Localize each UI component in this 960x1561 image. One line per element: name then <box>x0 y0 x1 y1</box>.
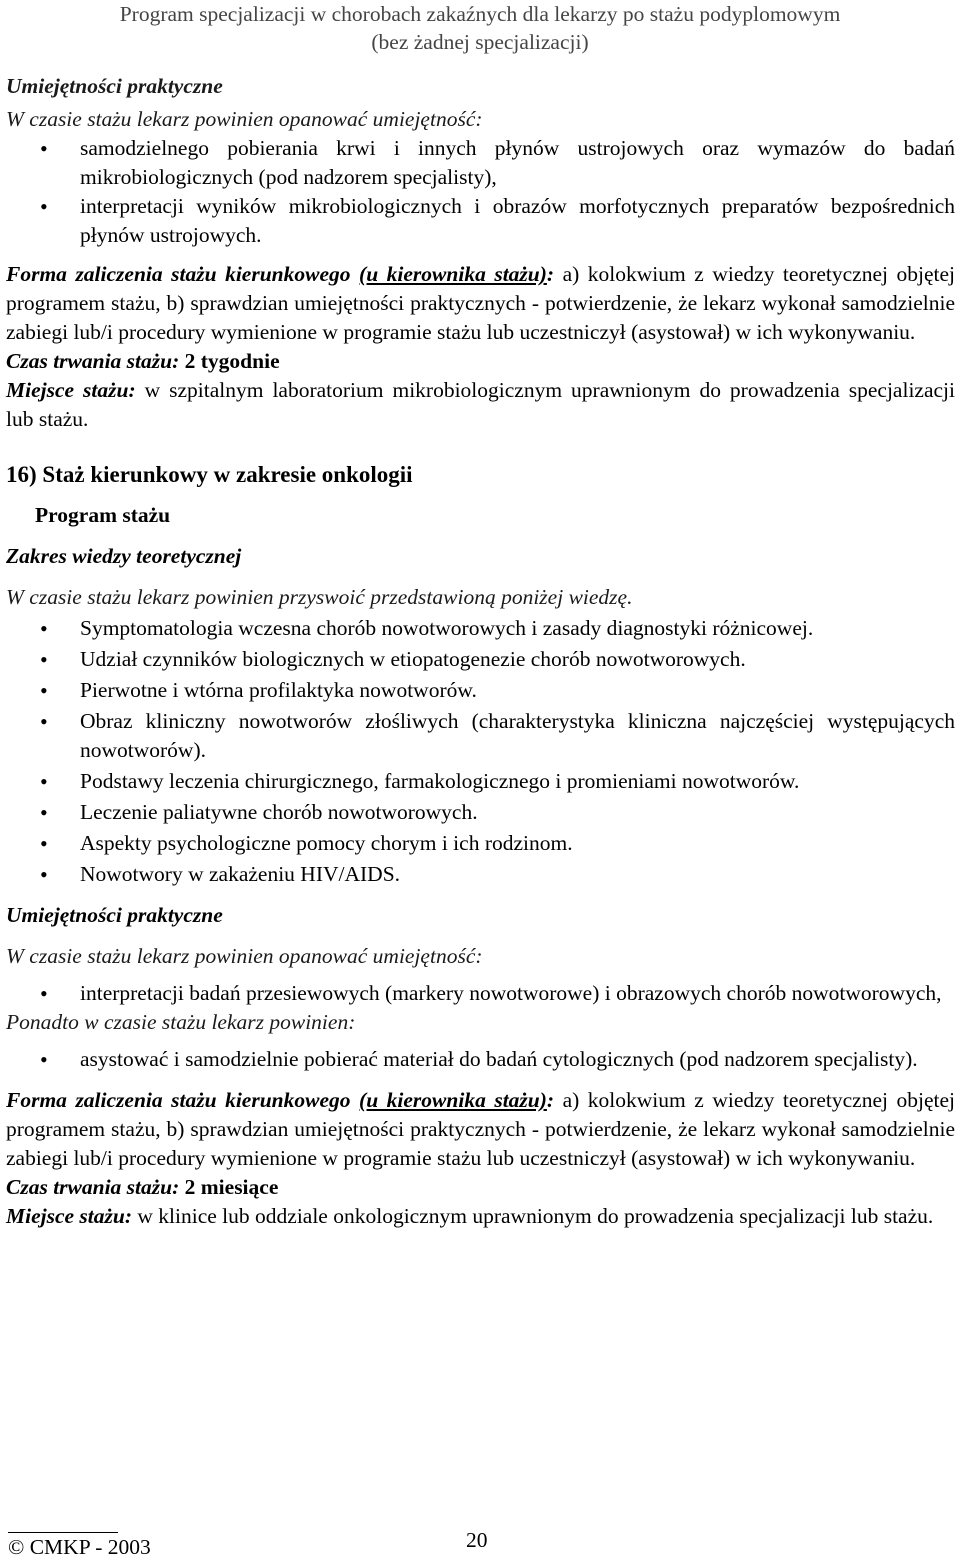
forma-text: a) kolokwium z wiedzy teoretycznej objętej programem stażu, b) sprawdzian umiejętności praktycznych - potwierdzenie, że lekarz wykonał samodzielnie zabiegi lub/i procedury wymienione w programie stażu lub uczestniczył (asystował) w ich wykonywaniu. <box>6 1088 955 1170</box>
forma-zaliczenia-16 <box>6 1086 955 1173</box>
list-item: • samodzielnego pobierania krwi i innych płynów ustrojowych oraz wymazów do badań mikrobiologicznych (pod nadzorem specjalisty), <box>6 134 955 192</box>
list-item: • Aspekty psychologiczne pomocy chorym i ich rodzinom. <box>6 829 955 858</box>
forma-zaliczenia <box>6 260 955 347</box>
czas-trwania-16 <box>6 1173 955 1202</box>
knowledge-list <box>6 614 955 889</box>
list-item: • interpretacji wyników mikrobiologicznych i obrazów morfotycznych preparatów bezpośrednich płynów ustrojowych. <box>6 192 955 250</box>
forma-label: Forma zaliczenia stażu kierunkowego <box>6 262 360 286</box>
miejsce-label: Miejsce stażu: <box>6 1204 133 1228</box>
list-item: • Udział czynników biologicznych w etiopatogenezie chorób nowotworowych. <box>6 645 955 674</box>
footer-copyright: © CMKP - 2003 <box>8 1535 151 1559</box>
list-item: • interpretacji badań przesiewowych (markery nowotworowe) i obrazowych chorób nowotworowych, <box>6 979 955 1008</box>
list-item: • Nowotwory w zakażeniu HIV/AIDS. <box>6 860 955 889</box>
ponadto-intro: Ponadto w czasie stażu lekarz powinien: <box>6 1010 356 1034</box>
miejsce-value: w szpitalnym laboratorium mikrobiologicznym uprawnionym do prowadzenia specjalizacji lub stażu. <box>6 378 955 431</box>
list-item: • Symptomatologia wczesna chorób nowotworowych i zasady diagnostyki różnicowej. <box>6 614 955 643</box>
header-line-2: (bez żadnej specjalizacji) <box>371 30 589 54</box>
czas-value: 2 tygodnie <box>179 349 280 373</box>
section-title: 16) Staż kierunkowy w zakresie onkologii <box>6 462 413 487</box>
document-body <box>6 72 955 1231</box>
skills-intro-16: W czasie stażu lekarz powinien opanować umiejętność: <box>6 944 483 968</box>
list-item: • asystować i samodzielnie pobierać materiał do badań cytologicznych (pod nadzorem specjalisty). <box>6 1045 955 1074</box>
zakres-heading: Zakres wiedzy teoretycznej <box>6 544 242 568</box>
list-item: • Leczenie paliatywne chorób nowotworowych. <box>6 798 955 827</box>
header-line-1: Program specjalizacji w chorobach zakaźnych dla lekarzy po stażu podyplomowym <box>119 2 841 26</box>
list-item: • Pierwotne i wtórna profilaktyka nowotworów. <box>6 676 955 705</box>
skills-intro: W czasie stażu lekarz powinien opanować umiejętność: <box>6 107 483 131</box>
forma-label-underlined: (u kierownika stażu) <box>359 1088 547 1112</box>
czas-label: Czas trwania stażu: <box>6 349 180 373</box>
program-title: Program stażu <box>35 503 171 527</box>
miejsce-stazu <box>6 376 955 434</box>
footer-rule <box>8 1532 118 1533</box>
page-number: 20 <box>466 1528 488 1552</box>
list-item: • Podstawy leczenia chirurgicznego, farmakologicznego i promieniami nowotworów. <box>6 767 955 796</box>
czas-label: Czas trwania stażu: <box>6 1175 180 1199</box>
forma-label-underlined: (u kierownika stażu) <box>359 262 547 286</box>
skills-heading-16: Umiejętności praktyczne <box>6 903 223 927</box>
miejsce-value: w klinice lub oddziale onkologicznym uprawnionym do prowadzenia specjalizacji lub stażu. <box>132 1204 934 1228</box>
page-header <box>0 0 960 56</box>
knowledge-intro: W czasie stażu lekarz powinien przyswoić przedstawioną poniżej wiedzę. <box>6 585 633 609</box>
czas-trwania <box>6 347 955 376</box>
skills-heading: Umiejętności praktyczne <box>6 74 223 98</box>
forma-label: Forma zaliczenia stażu kierunkowego <box>6 1088 360 1112</box>
skills-list-16 <box>6 979 955 1008</box>
miejsce-stazu-16 <box>6 1202 955 1231</box>
skills-list <box>6 134 955 250</box>
ponadto-list <box>6 1045 955 1074</box>
forma-text: a) kolokwium z wiedzy teoretycznej objętej programem stażu, b) sprawdzian umiejętności praktycznych - potwierdzenie, że lekarz wykonał samodzielnie zabiegi lub/i procedury wymienione w programie stażu lub uczestniczył (asystował) w ich wykonywaniu. <box>6 262 955 344</box>
list-item: • Obraz kliniczny nowotworów złośliwych (charakterystyka kliniczna najczęściej występujących nowotworów). <box>6 707 955 765</box>
forma-label-colon: : <box>546 262 555 286</box>
page-footer <box>8 1528 948 1558</box>
miejsce-label: Miejsce stażu: <box>6 378 136 402</box>
czas-value: 2 miesiące <box>179 1175 279 1199</box>
forma-label-colon: : <box>546 1088 555 1112</box>
